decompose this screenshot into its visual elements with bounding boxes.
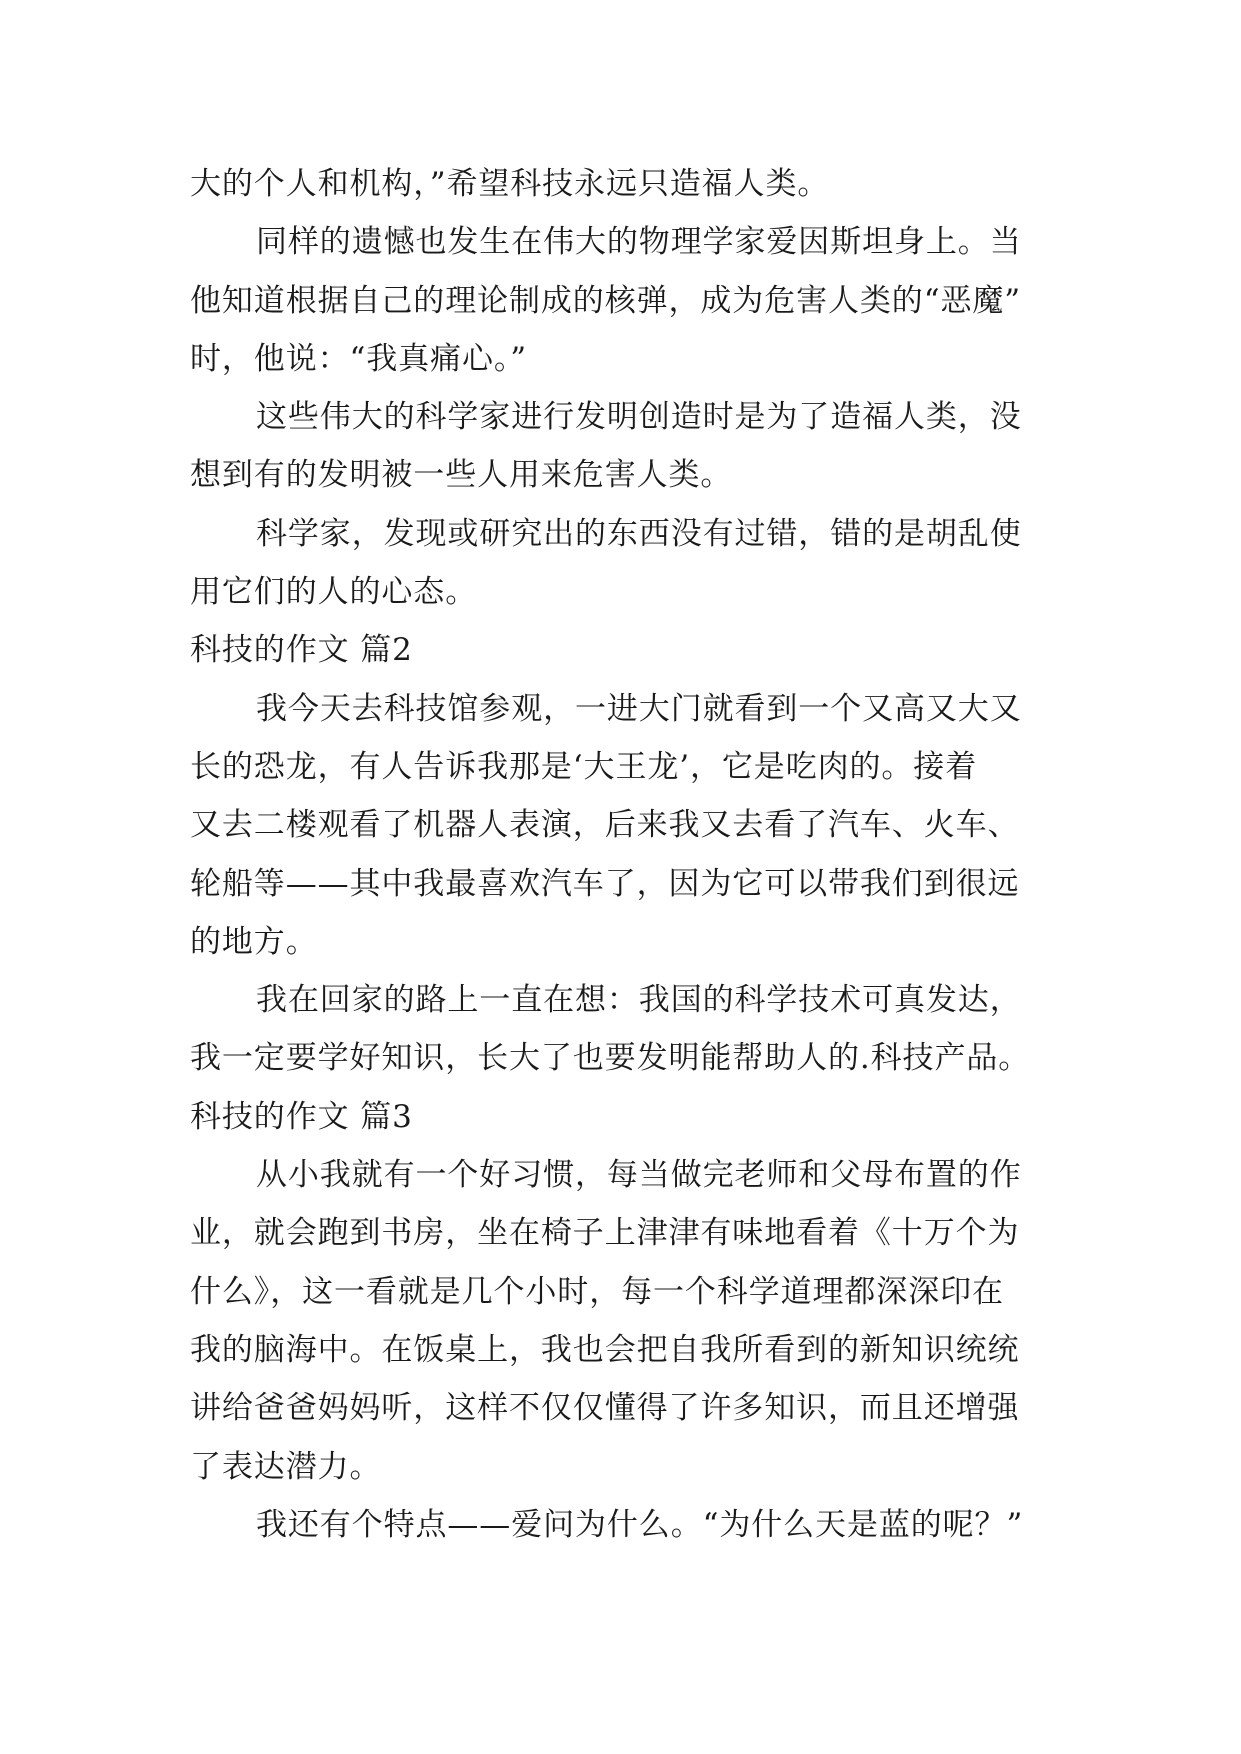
text-line: 了表达潜力。: [190, 1448, 382, 1485]
text-line: 时，他说：“我真痛心。”: [190, 340, 527, 377]
text-line: 轮船等——其中我最喜欢汽车了，因为它可以带我们到很远: [190, 865, 1020, 902]
paragraph-start-line: 我在回家的路上一直在想：我国的科学技术可真发达，: [256, 982, 1022, 1019]
text-line: 用它们的人的心态。: [190, 574, 478, 611]
section-heading: 科技的作文 篇2: [190, 632, 413, 669]
paragraph-start-line: 我还有个特点——爱问为什么。“为什么天是蓝的呢？”: [256, 1506, 1024, 1543]
text-line: 讲给爸爸妈妈听，这样不仅仅懂得了许多知识，而且还增强: [190, 1390, 1020, 1427]
paragraph-start-line: 从小我就有一个好习惯，每当做完老师和父母布置的作: [256, 1157, 1022, 1194]
paragraph-start-line: 这些伟大的科学家进行发明创造时是为了造福人类，没: [256, 399, 1022, 436]
document-body: [190, 155, 1070, 1554]
paragraph-start-line: 同样的遗憾也发生在伟大的物理学家爱因斯坦身上。当: [256, 224, 1022, 261]
text-line: 我的脑海中。在饭桌上，我也会把自我所看到的新知识统统: [190, 1331, 1020, 1368]
paragraph-start-line: 我今天去科技馆参观，一进大门就看到一个又高又大又: [256, 690, 1022, 727]
text-line: 他知道根据自己的理论制成的核弹，成为危害人类的“恶魔”: [190, 282, 1021, 319]
text-line: 大的个人和机构，”希望科技永远只造福人类。: [190, 166, 830, 202]
text-line: 什么》，这一看就是几个小时，每一个科学道理都深深印在: [190, 1273, 1004, 1310]
paragraph-start-line: 科学家，发现或研究出的东西没有过错，错的是胡乱使: [256, 515, 1022, 552]
text-line: 业，就会跑到书房，坐在椅子上津津有味地看着《十万个为: [190, 1215, 1020, 1252]
text-line: 的地方。: [190, 923, 318, 960]
text-line: 想到有的发明被一些人用来危害人类。: [190, 457, 733, 494]
text-line: 又去二楼观看了机器人表演，后来我又去看了汽车、火车、: [190, 807, 1020, 844]
text-line: 我一定要学好知识，长大了也要发明能帮助人的.科技产品。: [190, 1040, 1031, 1077]
section-heading: 科技的作文 篇3: [190, 1098, 413, 1135]
text-line: 长的恐龙，有人告诉我那是‘大王龙’，它是吃肉的。接着: [190, 748, 978, 785]
